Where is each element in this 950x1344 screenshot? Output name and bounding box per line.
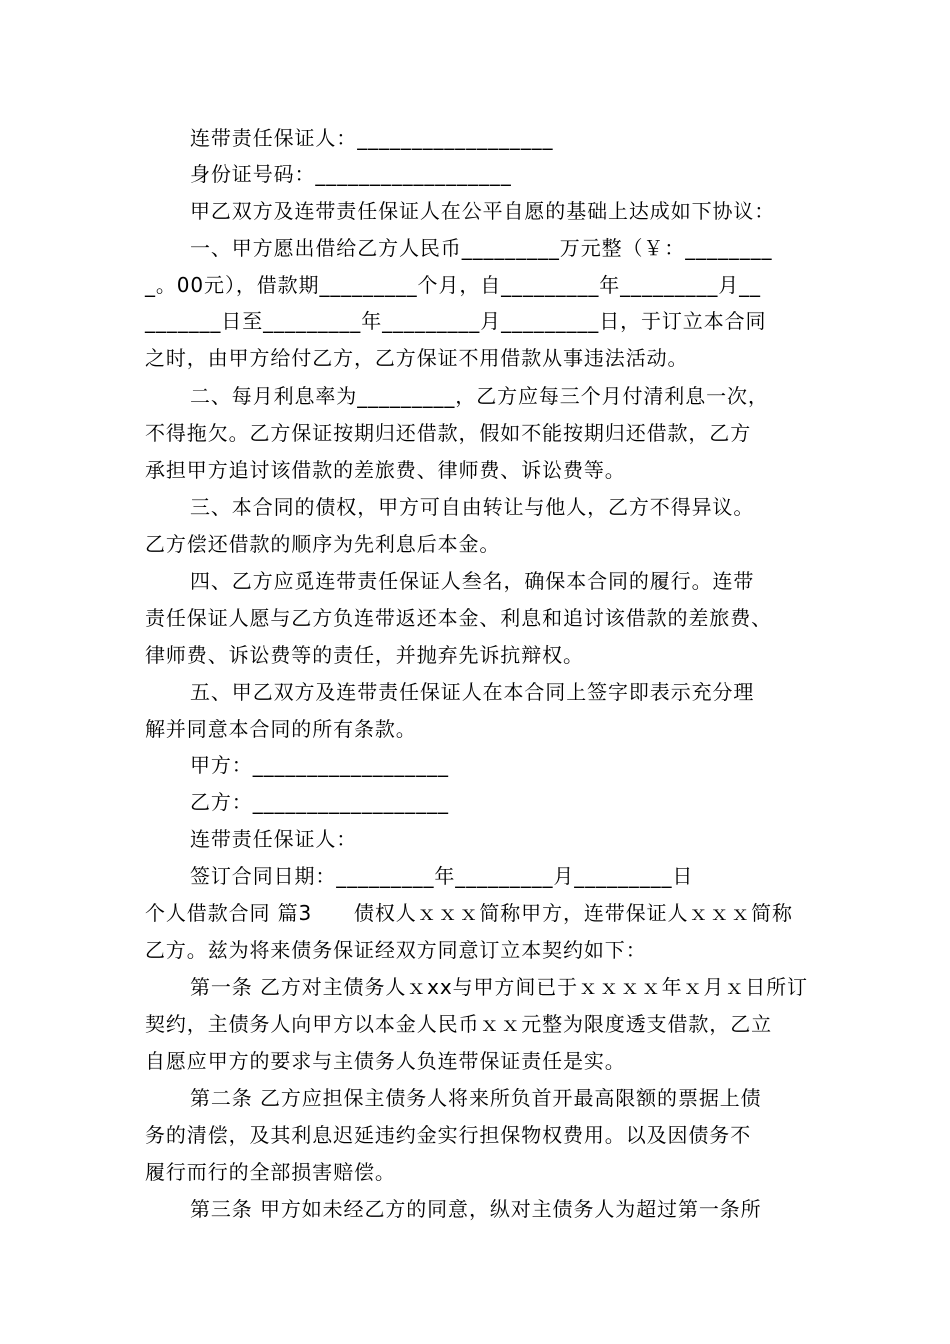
article-2-line-3: 履行而行的全部损害赔偿。	[145, 1160, 396, 1184]
guarantor-field: 连带责任保证人：__________________	[190, 126, 554, 150]
clause-2-line-2: 不得拖欠。乙方保证按期归还借款，假如不能按期归还借款，乙方	[145, 421, 752, 445]
clause-5-line-2: 解并同意本合同的所有条款。	[145, 717, 417, 741]
article-1-line-2: 契约，主债务人向甲方以本金人民币ｘｘ元整为限度透支借款，乙立	[145, 1012, 772, 1036]
clause-2-line-3: 承担甲方追讨该借款的差旅费、律师费、诉讼费等。	[145, 458, 626, 482]
article-2-line-1: 第二条 乙方应担保主债务人将来所负首开最高限额的票据上债	[190, 1086, 762, 1110]
clause-1-line-2: _。00元），借款期_________个月，自_________年_________月__	[145, 273, 761, 297]
clause-4-line-3: 律师费、诉讼费等的责任，并抛弃先诉抗辩权。	[145, 643, 584, 667]
article-2-line-2: 务的清偿，及其利息迟延违约金实行担保物权费用。以及因债务不	[145, 1123, 752, 1147]
clause-4-line-2: 责任保证人愿与乙方负连带返还本金、利息和追讨该借款的差旅费、	[145, 606, 772, 630]
clause-1-line-3: _______日至_________年_________月_________日，于订立本合同	[145, 309, 767, 333]
party-b-signature: 乙方：__________________	[190, 790, 449, 814]
article-1-line-1: 第一条 乙方对主债务人ｘxx与甲方间已于ｘｘｘｘ年ｘ月ｘ日所订	[190, 975, 808, 999]
clause-2-line-1: 二、每月利息率为_________，乙方应每三个月付清利息一次，	[190, 384, 769, 408]
contract-3-heading: 个人借款合同 篇3 债权人ｘｘｘ简称甲方，连带保证人ｘｘｘ简称	[145, 901, 793, 925]
clause-5-line-1: 五、甲乙双方及连带责任保证人在本合同上签字即表示充分理	[190, 680, 755, 704]
article-3-line-1: 第三条 甲方如未经乙方的同意，纵对主债务人为超过第一条所	[190, 1197, 762, 1221]
signing-date: 签订合同日期：_________年_________月_________日	[190, 864, 694, 888]
contract-3-intro: 乙方。兹为将来债务保证经双方同意订立本契约如下：	[145, 938, 647, 962]
party-a-signature: 甲方：__________________	[190, 753, 449, 777]
clause-4-line-1: 四、乙方应觅连带责任保证人叁名，确保本合同的履行。连带	[190, 569, 755, 593]
clause-1-line-4: 之时，由甲方给付乙方，乙方保证不用借款从事违法活动。	[145, 346, 689, 370]
clause-3-line-2: 乙方偿还借款的顺序为先利息后本金。	[145, 532, 501, 556]
guarantor-signature: 连带责任保证人：	[190, 827, 358, 851]
article-1-line-3: 自愿应甲方的要求与主债务人负连带保证责任是实。	[145, 1049, 626, 1073]
id-number-field: 身份证号码：__________________	[190, 162, 512, 186]
agreement-intro: 甲乙双方及连带责任保证人在公平自愿的基础上达成如下协议：	[190, 199, 776, 223]
clause-3-line-1: 三、本合同的债权，甲方可自由转让与他人，乙方不得异议。	[190, 495, 755, 519]
clause-1-line-1: 一、甲方愿出借给乙方人民币_________万元整（￥：________	[190, 236, 773, 260]
